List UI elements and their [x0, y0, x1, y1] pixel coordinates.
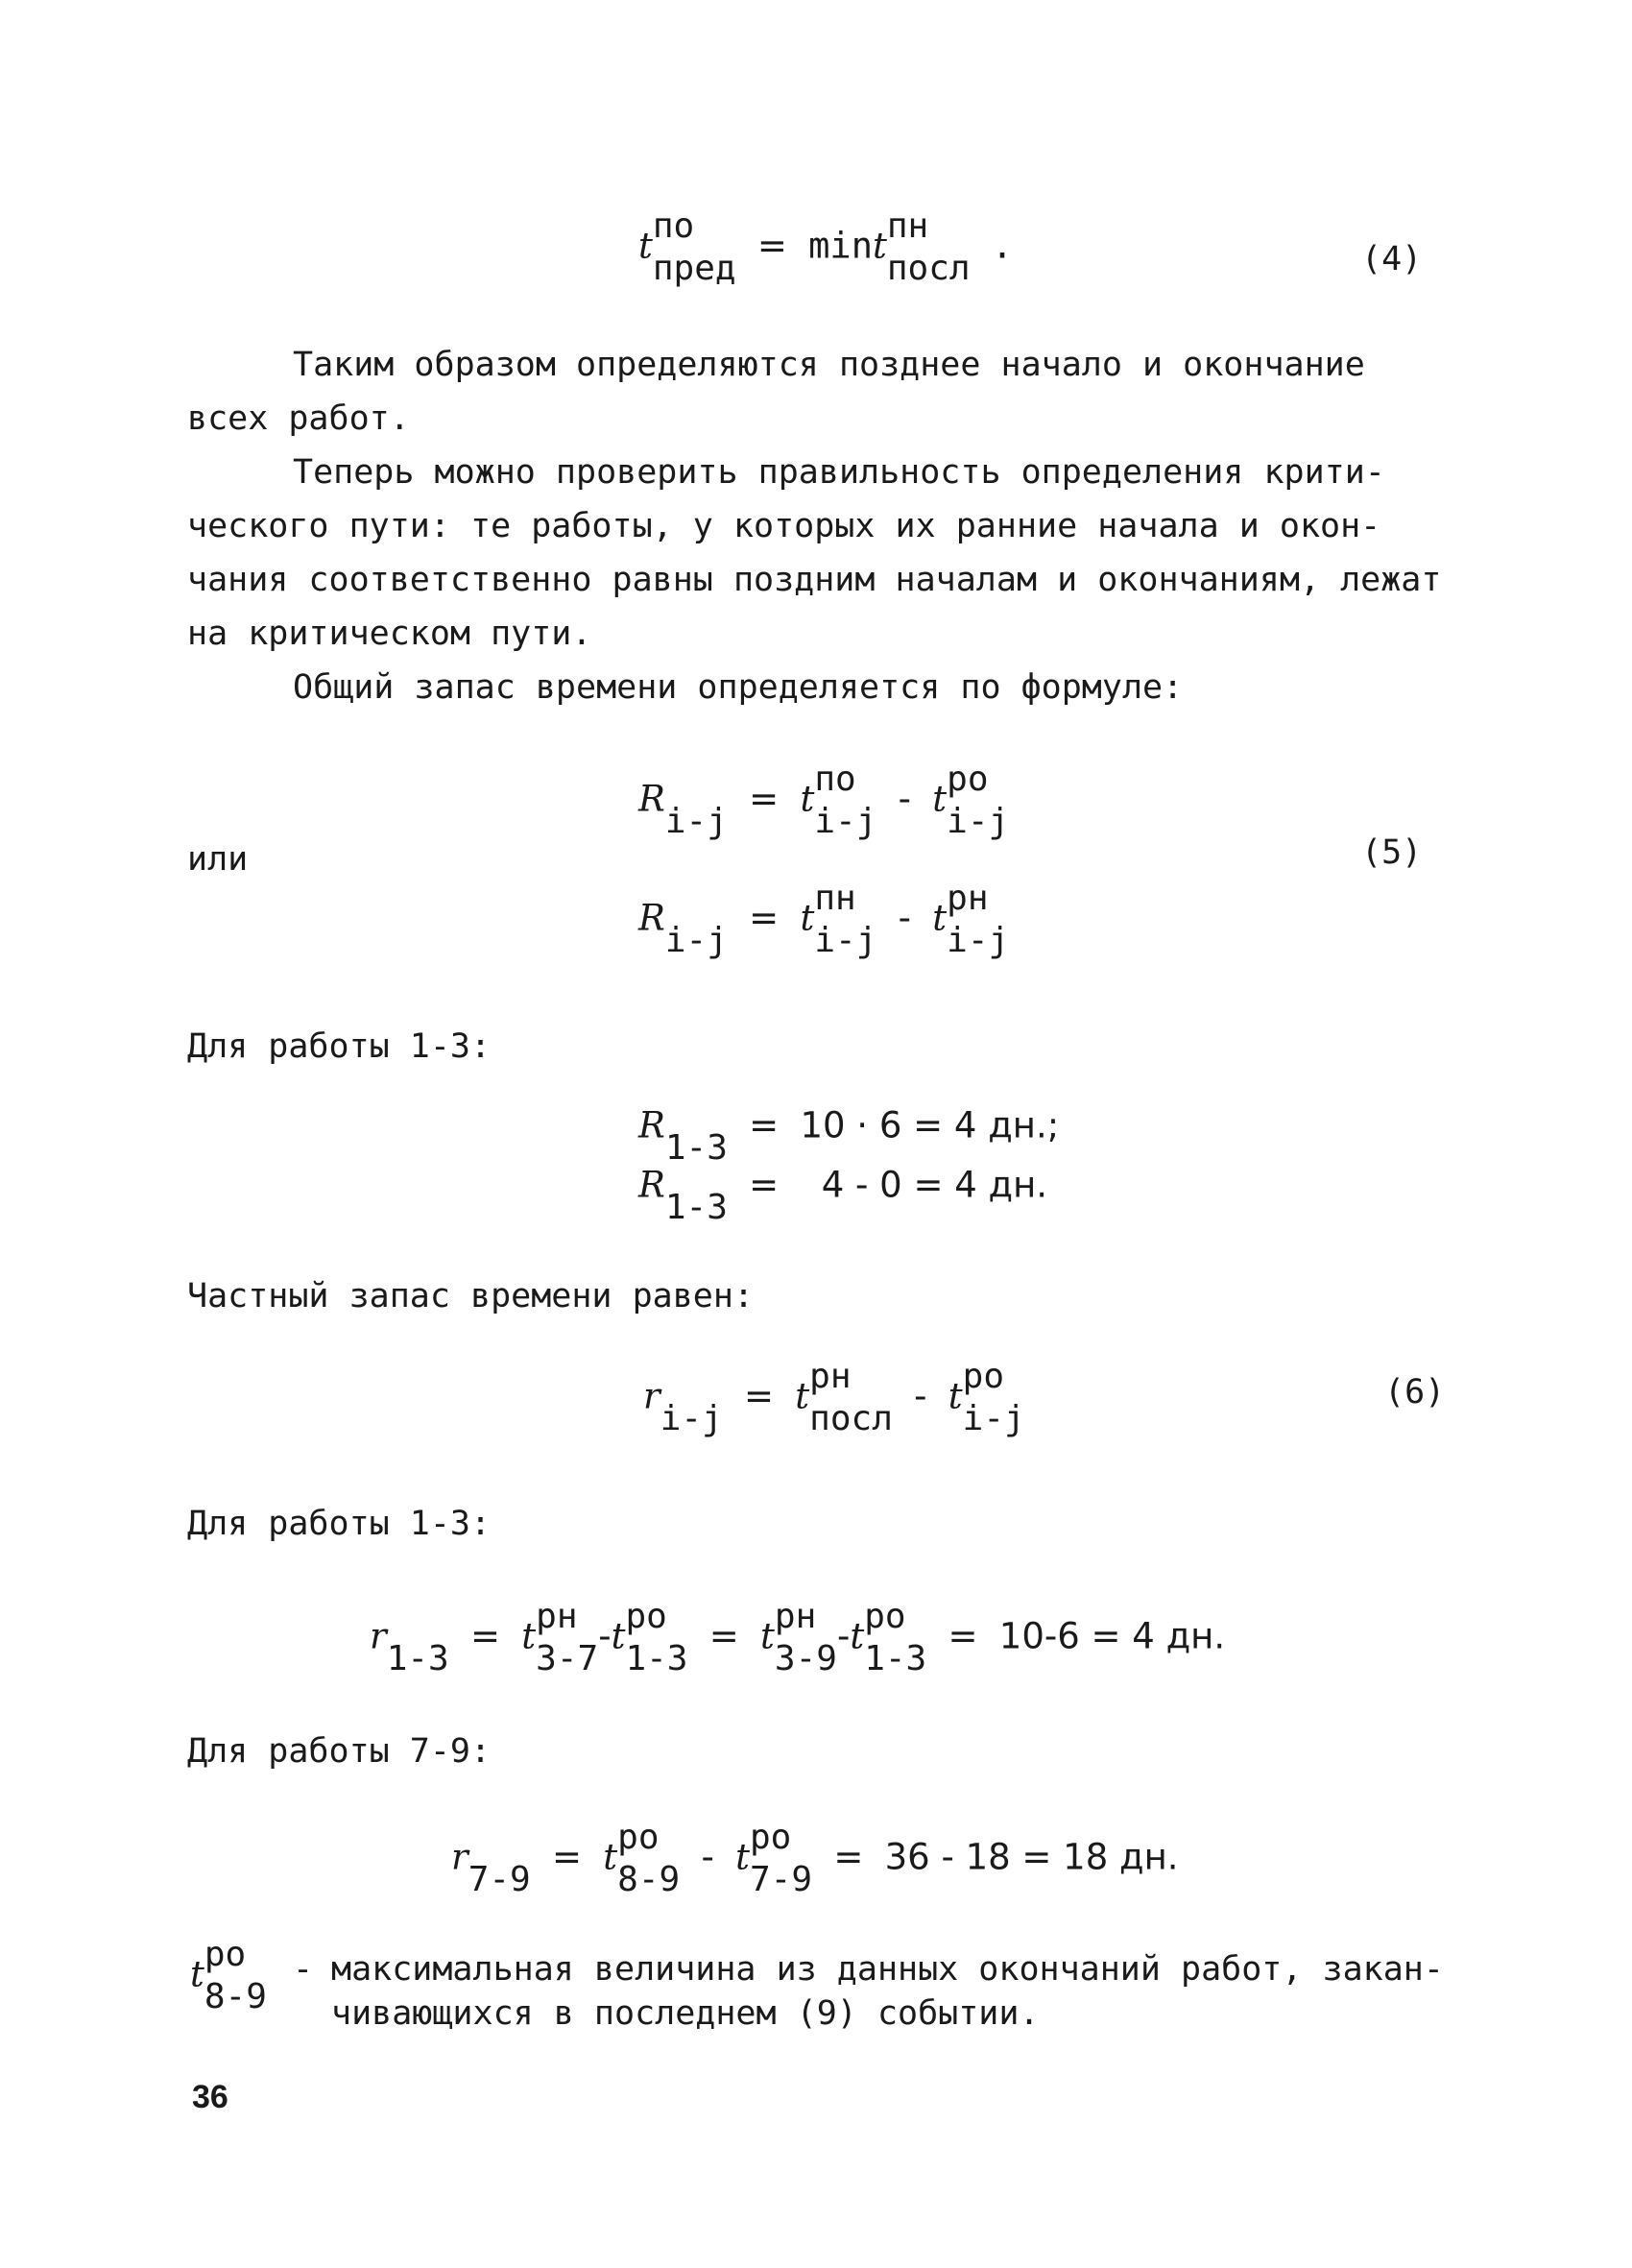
- sub: i-j: [947, 802, 1010, 841]
- min-func: min: [808, 225, 873, 267]
- sub: i-j: [947, 921, 1010, 960]
- sup: рн: [947, 879, 989, 918]
- sub: посл: [886, 249, 971, 288]
- paragraph-line: Общий запас времени определяется по формуле:: [293, 668, 1184, 707]
- eq-sign: =: [552, 1836, 583, 1878]
- sup: по: [814, 760, 856, 799]
- sup: ро: [204, 1935, 247, 1974]
- sub: i-j: [664, 802, 728, 841]
- sub: i-j: [962, 1399, 1025, 1438]
- eq-sign: =: [749, 778, 780, 820]
- minus-sign: -: [898, 778, 912, 820]
- expression: 10 · 6 = 4 дн.;: [800, 1104, 1060, 1146]
- equation-number-5: (5): [1361, 833, 1423, 872]
- sup: пн: [814, 879, 856, 918]
- var-R: R: [638, 1104, 665, 1146]
- var-R: R: [638, 778, 665, 820]
- sub: i-j: [664, 921, 728, 960]
- paragraph-line: Частный запас времени равен:: [187, 1277, 755, 1315]
- var-t: t: [611, 1615, 626, 1657]
- var-R: R: [638, 897, 665, 939]
- var-t: t: [800, 778, 815, 820]
- minus-sign: -: [598, 1615, 612, 1657]
- sub: 8-9: [204, 1977, 267, 2016]
- sup: ро: [625, 1597, 667, 1636]
- footnote-symbol: [190, 1935, 267, 2016]
- paragraph-line: всех работ.: [187, 399, 410, 438]
- minus-sign: -: [836, 1615, 851, 1657]
- var-t: t: [800, 897, 815, 939]
- formula-4: [638, 206, 1014, 288]
- sup: ро: [750, 1818, 792, 1857]
- ili-label: или: [187, 840, 249, 879]
- var-t: t: [521, 1615, 537, 1657]
- formula-5-line-2: [638, 879, 1010, 960]
- formula-5-line-1: [638, 760, 1010, 841]
- example-1-line-2: [638, 1152, 1048, 1227]
- example-3-formula: [451, 1818, 1179, 1899]
- expression: 4 - 0 = 4 дн.: [821, 1164, 1048, 1206]
- page-number: 36: [192, 2079, 228, 2115]
- eq-sign: =: [749, 1164, 780, 1206]
- paragraph-line: Теперь можно проверить правильность определения крити-: [293, 453, 1385, 492]
- paragraph-line: Таким образом определяются позднее начало и окончание: [293, 346, 1365, 384]
- minus-sign: -: [914, 1375, 927, 1417]
- sub: i-j: [814, 921, 877, 960]
- sub: 7-9: [750, 1860, 813, 1899]
- eq-sign: =: [749, 897, 780, 939]
- var-t: t: [850, 1615, 865, 1657]
- sub: 1-3: [664, 1128, 728, 1168]
- sup: рн: [536, 1597, 578, 1636]
- eq-sign: =: [948, 1615, 978, 1657]
- sup: рн: [774, 1597, 817, 1636]
- sub: i-j: [660, 1399, 723, 1438]
- formula-6: [643, 1357, 1025, 1438]
- var-r: r: [370, 1615, 387, 1657]
- sub: 1-3: [864, 1639, 927, 1678]
- sup: ро: [962, 1357, 1005, 1396]
- var-t: t: [603, 1836, 618, 1878]
- example-label: Для работы 1-3:: [187, 1027, 492, 1066]
- equation-number-4: (4): [1361, 240, 1423, 278]
- var-t: t: [932, 778, 948, 820]
- eq-sign: =: [833, 1836, 864, 1878]
- paragraph-line: на критическом пути.: [187, 615, 592, 653]
- sup: ро: [617, 1818, 660, 1857]
- sub: посл: [809, 1399, 893, 1438]
- minus-sign: -: [701, 1836, 714, 1878]
- var-t: t: [735, 1836, 750, 1878]
- var-t: t: [795, 1375, 810, 1417]
- footnote-line: максимальная величина из данных окончаний работ, закан-: [331, 1950, 1444, 1989]
- sub: 3-7: [536, 1639, 599, 1678]
- var-t: t: [948, 1375, 963, 1417]
- var-t: t: [932, 897, 948, 939]
- sup: ро: [947, 760, 989, 799]
- sub: пред: [652, 249, 736, 288]
- sub: i-j: [814, 802, 877, 841]
- footnote-dash: -: [293, 1950, 314, 1989]
- period: .: [991, 225, 1014, 267]
- sub: 1-3: [386, 1639, 449, 1678]
- paragraph-line: чания соответственно равны поздним началам и окончаниям, лежат: [187, 561, 1442, 599]
- eq-sign: =: [470, 1615, 501, 1657]
- example-label: Для работы 1-3:: [187, 1505, 492, 1543]
- var-t: t: [190, 1953, 204, 1995]
- minus-sign: -: [898, 897, 912, 939]
- sup: ро: [864, 1597, 906, 1636]
- sub: 3-9: [774, 1639, 837, 1678]
- eq-sign: =: [744, 1375, 775, 1417]
- sub: 1-3: [664, 1188, 728, 1227]
- var-t: t: [872, 225, 887, 267]
- var-r: r: [643, 1375, 660, 1417]
- var-r: r: [451, 1836, 468, 1878]
- sub: 1-3: [625, 1639, 688, 1678]
- equation-number-6: (6): [1384, 1373, 1446, 1411]
- var-t: t: [760, 1615, 775, 1657]
- var-R: R: [638, 1164, 665, 1206]
- var-t: t: [638, 225, 653, 267]
- eq-sign: =: [749, 1104, 780, 1146]
- example-2-formula: [370, 1597, 1226, 1678]
- result: 36 - 18 = 18 дн.: [884, 1836, 1179, 1878]
- sub: 8-9: [617, 1860, 681, 1899]
- result: 10-6 = 4 дн.: [998, 1615, 1226, 1657]
- sub: 7-9: [468, 1860, 531, 1899]
- eq-sign: =: [756, 225, 787, 267]
- footnote-line: чивающихся в последнем (9) событии.: [331, 1994, 1040, 2033]
- example-label: Для работы 7-9:: [187, 1732, 492, 1771]
- sup: по: [652, 206, 695, 246]
- sup: рн: [809, 1357, 852, 1396]
- eq-sign: =: [708, 1615, 739, 1657]
- paragraph-line: ческого пути: те работы, у которых их ранние начала и окон-: [187, 507, 1381, 545]
- sup: пн: [886, 206, 929, 246]
